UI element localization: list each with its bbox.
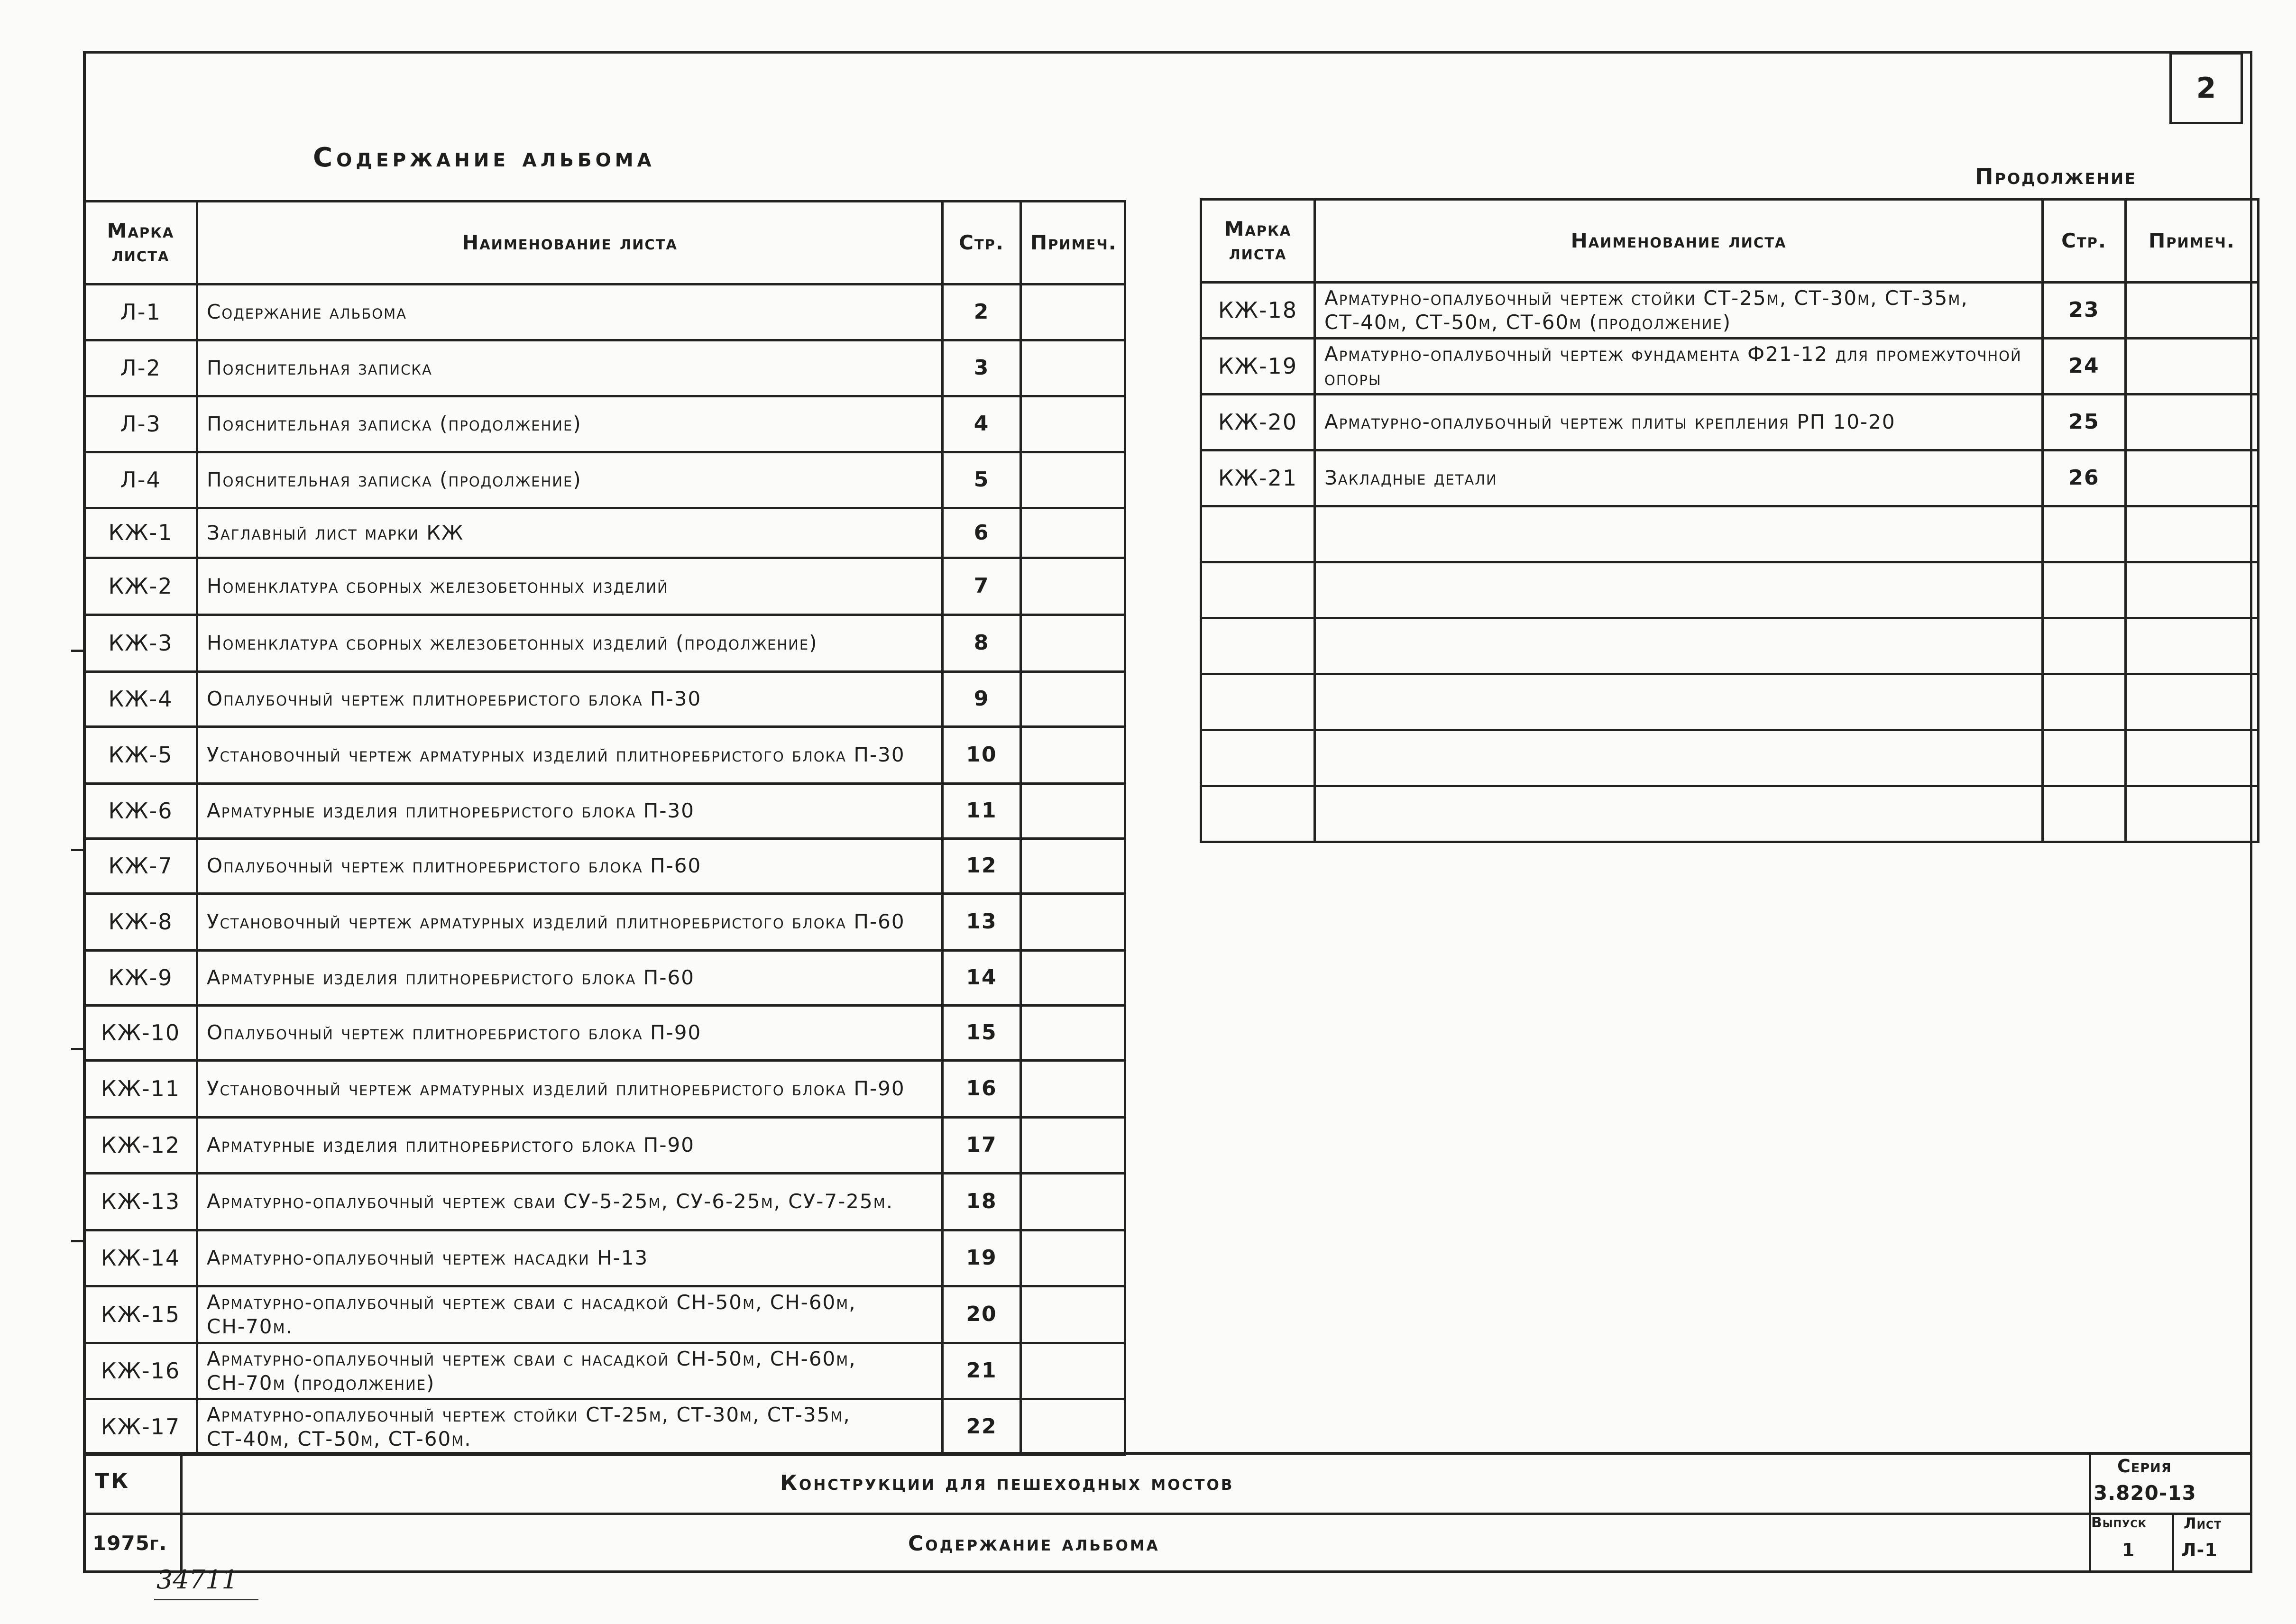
sheet-page: 6 xyxy=(943,508,1021,558)
sheet-label: Лист xyxy=(2184,1514,2222,1532)
sheet-page: 5 xyxy=(943,452,1021,508)
sheet-name: Арматурно-опалубочный чертеж насадки Н-13 xyxy=(197,1230,943,1286)
sheet-note xyxy=(2126,283,2259,339)
sheet-name: Опалубочный чертеж плитноребристого блока П-90 xyxy=(197,1006,943,1061)
sheet-mark: КЖ-19 xyxy=(1201,339,1315,395)
header-name: Наименование листа xyxy=(197,202,943,284)
table-row xyxy=(84,615,1125,672)
empty-cell xyxy=(1201,618,1315,674)
sheet-name: Арматурно-опалубочный чертеж сваи СУ-5-25м, СУ-6-25м, СУ-7-25м. xyxy=(197,1174,943,1230)
sheet-page: 15 xyxy=(943,1006,1021,1061)
sheet-mark: КЖ-1 xyxy=(84,508,197,558)
sheet-mark: КЖ-13 xyxy=(84,1174,197,1230)
margin-tick xyxy=(71,650,85,652)
sheet-page: 3 xyxy=(943,340,1021,396)
sheet-name: Установочный чертеж арматурных изделий плитноребристого блока П-90 xyxy=(197,1061,943,1118)
divider xyxy=(83,1570,2252,1573)
table-row xyxy=(84,1399,1125,1455)
sheet-note xyxy=(1021,1286,1125,1343)
sheet-page: 25 xyxy=(2043,395,2126,450)
margin-tick xyxy=(71,1240,85,1242)
empty-cell xyxy=(1315,506,2043,562)
sheet-note xyxy=(1021,615,1125,672)
sheet-page: 16 xyxy=(943,1061,1021,1118)
toc-right-body xyxy=(1201,283,2259,842)
title-block xyxy=(83,1452,2252,1573)
sheet-name: Арматурно-опалубочный чертеж стойки СТ-25м, СТ-30м, СТ-35м, СТ-40м, СТ-50м, СТ-60м. xyxy=(197,1399,943,1455)
divider xyxy=(2172,1513,2174,1570)
sheet-mark: Л-3 xyxy=(84,396,197,452)
sheet-note xyxy=(1021,1343,1125,1399)
table-row xyxy=(1201,339,2259,395)
sheet-page: 4 xyxy=(943,396,1021,452)
sheet-mark: КЖ-9 xyxy=(84,951,197,1006)
sheet-note xyxy=(2126,339,2259,395)
empty-cell xyxy=(1201,674,1315,730)
sheet-name: Пояснительная записка (продолжение) xyxy=(197,396,943,452)
empty-cell xyxy=(2043,506,2126,562)
sheet-page: 17 xyxy=(943,1118,1021,1174)
empty-cell xyxy=(1315,786,2043,842)
sheet-note xyxy=(1021,727,1125,784)
table-row xyxy=(84,558,1125,615)
sheet-mark: КЖ-20 xyxy=(1201,395,1315,450)
series-label: Серия xyxy=(2117,1456,2172,1477)
toc-table-right xyxy=(1200,198,2259,843)
sheet-name: Арматурные изделия плитноребристого блока П-60 xyxy=(197,951,943,1006)
sheet-name: Пояснительная записка (продолжение) xyxy=(197,452,943,508)
stamp-org: ТК xyxy=(95,1469,130,1493)
sheet-page: 20 xyxy=(943,1286,1021,1343)
toc-left-body xyxy=(84,284,1125,1455)
table-row-empty xyxy=(1201,562,2259,618)
sheet-page: 8 xyxy=(943,615,1021,672)
empty-cell xyxy=(2126,730,2259,786)
empty-cell xyxy=(2043,618,2126,674)
sheet-mark: КЖ-17 xyxy=(84,1399,197,1455)
table-row xyxy=(84,894,1125,951)
sheet-note xyxy=(1021,558,1125,615)
header-mark: Марка листа xyxy=(1201,200,1315,283)
header-mark: Марка листа xyxy=(84,202,197,284)
sheet-mark: КЖ-8 xyxy=(84,894,197,951)
table-row-empty xyxy=(1201,730,2259,786)
sheet-page: 21 xyxy=(943,1343,1021,1399)
empty-cell xyxy=(1315,562,2043,618)
sheet-note xyxy=(1021,951,1125,1006)
sheet-mark: КЖ-5 xyxy=(84,727,197,784)
sheet-note xyxy=(1021,1230,1125,1286)
table-row-empty xyxy=(1201,674,2259,730)
sheet-page: 12 xyxy=(943,839,1021,894)
sheet-name: Содержание альбома xyxy=(197,284,943,340)
sheet-page: 9 xyxy=(943,672,1021,727)
archive-number: 34711 xyxy=(156,1565,238,1595)
sheet-name: Номенклатура сборных железобетонных изделий (продолжение) xyxy=(197,615,943,672)
empty-cell xyxy=(1201,730,1315,786)
empty-cell xyxy=(2126,506,2259,562)
issue-value: 1 xyxy=(2122,1540,2135,1560)
table-row xyxy=(1201,283,2259,339)
page-number: 2 xyxy=(2169,52,2243,124)
sheet-mark: Л-2 xyxy=(84,340,197,396)
archive-underline xyxy=(154,1599,258,1600)
sheet-name: Опалубочный чертеж плитноребристого блока П-60 xyxy=(197,839,943,894)
table-row-empty xyxy=(1201,786,2259,842)
table-row xyxy=(84,727,1125,784)
margin-tick xyxy=(71,849,85,851)
table-row-empty xyxy=(1201,506,2259,562)
sheet-note xyxy=(1021,452,1125,508)
sheet-mark: КЖ-10 xyxy=(84,1006,197,1061)
stamp-year: 1975г. xyxy=(92,1532,167,1555)
header-name: Наименование листа xyxy=(1315,200,2043,283)
sheet-mark: КЖ-4 xyxy=(84,672,197,727)
empty-cell xyxy=(2043,674,2126,730)
table-row xyxy=(84,1343,1125,1399)
table-row-empty xyxy=(1201,618,2259,674)
header-page: Стр. xyxy=(2043,200,2126,283)
empty-cell xyxy=(2126,786,2259,842)
divider xyxy=(180,1452,183,1573)
sheet-mark: КЖ-15 xyxy=(84,1286,197,1343)
empty-cell xyxy=(2126,562,2259,618)
sheet-name: Арматурные изделия плитноребристого блока П-90 xyxy=(197,1118,943,1174)
empty-cell xyxy=(1315,730,2043,786)
sheet-mark: КЖ-6 xyxy=(84,784,197,839)
sheet-name: Установочный чертеж арматурных изделий плитноребристого блока П-60 xyxy=(197,894,943,951)
empty-cell xyxy=(1201,506,1315,562)
sheet-name: Арматурно-опалубочный чертеж сваи с насадкой СН-50м, СН-60м, СН-70м. xyxy=(197,1286,943,1343)
sheet-mark: КЖ-7 xyxy=(84,839,197,894)
page-title: Содержание альбома xyxy=(313,142,655,173)
empty-cell xyxy=(2126,618,2259,674)
sheet-mark: КЖ-21 xyxy=(1201,450,1315,506)
header-note: Примеч. xyxy=(2126,200,2259,283)
sheet-value: Л-1 xyxy=(2181,1540,2218,1560)
sheet-note xyxy=(1021,340,1125,396)
table-row xyxy=(84,1061,1125,1118)
sheet-note xyxy=(2126,450,2259,506)
sheet-name: Заглавный лист марки КЖ xyxy=(197,508,943,558)
table-row xyxy=(84,784,1125,839)
sheet-name: Арматурно-опалубочный чертеж стойки СТ-25м, СТ-30м, СТ-35м, СТ-40м, СТ-50м, СТ-60м (продолжение) xyxy=(1315,283,2043,339)
sheet-page: 10 xyxy=(943,727,1021,784)
table-row xyxy=(84,1118,1125,1174)
sheet-name: Арматурно-опалубочный чертеж плиты крепления РП 10-20 xyxy=(1315,395,2043,450)
sheet-mark: КЖ-12 xyxy=(84,1118,197,1174)
sheet-mark: КЖ-3 xyxy=(84,615,197,672)
table-row xyxy=(84,340,1125,396)
sheet-name: Номенклатура сборных железобетонных изделий xyxy=(197,558,943,615)
sheet-note xyxy=(1021,1061,1125,1118)
sheet-note xyxy=(1021,784,1125,839)
sheet-name: Закладные детали xyxy=(1315,450,2043,506)
divider xyxy=(83,1452,2252,1455)
empty-cell xyxy=(1315,618,2043,674)
sheet-note xyxy=(1021,894,1125,951)
header-note: Примеч. xyxy=(1021,202,1125,284)
table-header-row xyxy=(1201,200,2259,283)
table-row xyxy=(84,951,1125,1006)
sheet-page: 2 xyxy=(943,284,1021,340)
sheet-page: 24 xyxy=(2043,339,2126,395)
toc-table-left xyxy=(83,200,1126,1456)
sheet-note xyxy=(1021,396,1125,452)
sheet-name: Арматурно-опалубочный чертеж фундамента Ф21-12 для промежуточной опоры xyxy=(1315,339,2043,395)
empty-cell xyxy=(2043,786,2126,842)
sheet-page: 7 xyxy=(943,558,1021,615)
empty-cell xyxy=(2043,562,2126,618)
sheet-page: 19 xyxy=(943,1230,1021,1286)
sheet-mark: Л-4 xyxy=(84,452,197,508)
sheet-note xyxy=(1021,839,1125,894)
empty-cell xyxy=(1315,674,2043,730)
sheet-note xyxy=(1021,1174,1125,1230)
empty-cell xyxy=(2043,730,2126,786)
empty-cell xyxy=(1201,786,1315,842)
sheet-note xyxy=(1021,508,1125,558)
sheet-mark: КЖ-16 xyxy=(84,1343,197,1399)
sheet-page: 23 xyxy=(2043,283,2126,339)
table-row xyxy=(84,1006,1125,1061)
table-row xyxy=(84,1286,1125,1343)
continuation-label: Продолжение xyxy=(1975,164,2137,189)
sheet-mark: КЖ-18 xyxy=(1201,283,1315,339)
table-row xyxy=(1201,395,2259,450)
sheet-note xyxy=(1021,1399,1125,1455)
stamp-sheet-title: Содержание альбома xyxy=(908,1532,1160,1556)
divider xyxy=(83,1513,2089,1515)
empty-cell xyxy=(1201,562,1315,618)
sheet-note xyxy=(1021,672,1125,727)
stamp-project-title: Конструкции для пешеходных мостов xyxy=(780,1471,1234,1495)
series-value: 3.820-13 xyxy=(2094,1481,2196,1505)
header-page: Стр. xyxy=(943,202,1021,284)
sheet-name: Опалубочный чертеж плитноребристого блока П-30 xyxy=(197,672,943,727)
table-row xyxy=(84,284,1125,340)
sheet-name: Установочный чертеж арматурных изделий плитноребристого блока П-30 xyxy=(197,727,943,784)
sheet-page: 18 xyxy=(943,1174,1021,1230)
table-row xyxy=(84,1174,1125,1230)
sheet-page: 22 xyxy=(943,1399,1021,1455)
sheet-name: Арматурно-опалубочный чертеж сваи с насадкой СН-50м, СН-60м, СН-70м (продолжение) xyxy=(197,1343,943,1399)
sheet-note xyxy=(1021,1006,1125,1061)
sheet-mark: КЖ-2 xyxy=(84,558,197,615)
issue-label: Выпуск xyxy=(2091,1514,2147,1531)
sheet-note xyxy=(1021,1118,1125,1174)
table-row xyxy=(84,839,1125,894)
margin-tick xyxy=(71,1048,85,1050)
sheet-page: 14 xyxy=(943,951,1021,1006)
sheet-mark: КЖ-14 xyxy=(84,1230,197,1286)
table-row xyxy=(84,1230,1125,1286)
sheet-note xyxy=(2126,395,2259,450)
sheet-mark: Л-1 xyxy=(84,284,197,340)
sheet-page: 13 xyxy=(943,894,1021,951)
sheet-mark: КЖ-11 xyxy=(84,1061,197,1118)
empty-cell xyxy=(2126,674,2259,730)
table-row xyxy=(84,508,1125,558)
table-row xyxy=(1201,450,2259,506)
table-row xyxy=(84,672,1125,727)
table-row xyxy=(84,452,1125,508)
sheet-note xyxy=(1021,284,1125,340)
sheet-page: 26 xyxy=(2043,450,2126,506)
sheet-page: 11 xyxy=(943,784,1021,839)
sheet-name: Арматурные изделия плитноребристого блока П-30 xyxy=(197,784,943,839)
table-header-row xyxy=(84,202,1125,284)
sheet-name: Пояснительная записка xyxy=(197,340,943,396)
table-row xyxy=(84,396,1125,452)
